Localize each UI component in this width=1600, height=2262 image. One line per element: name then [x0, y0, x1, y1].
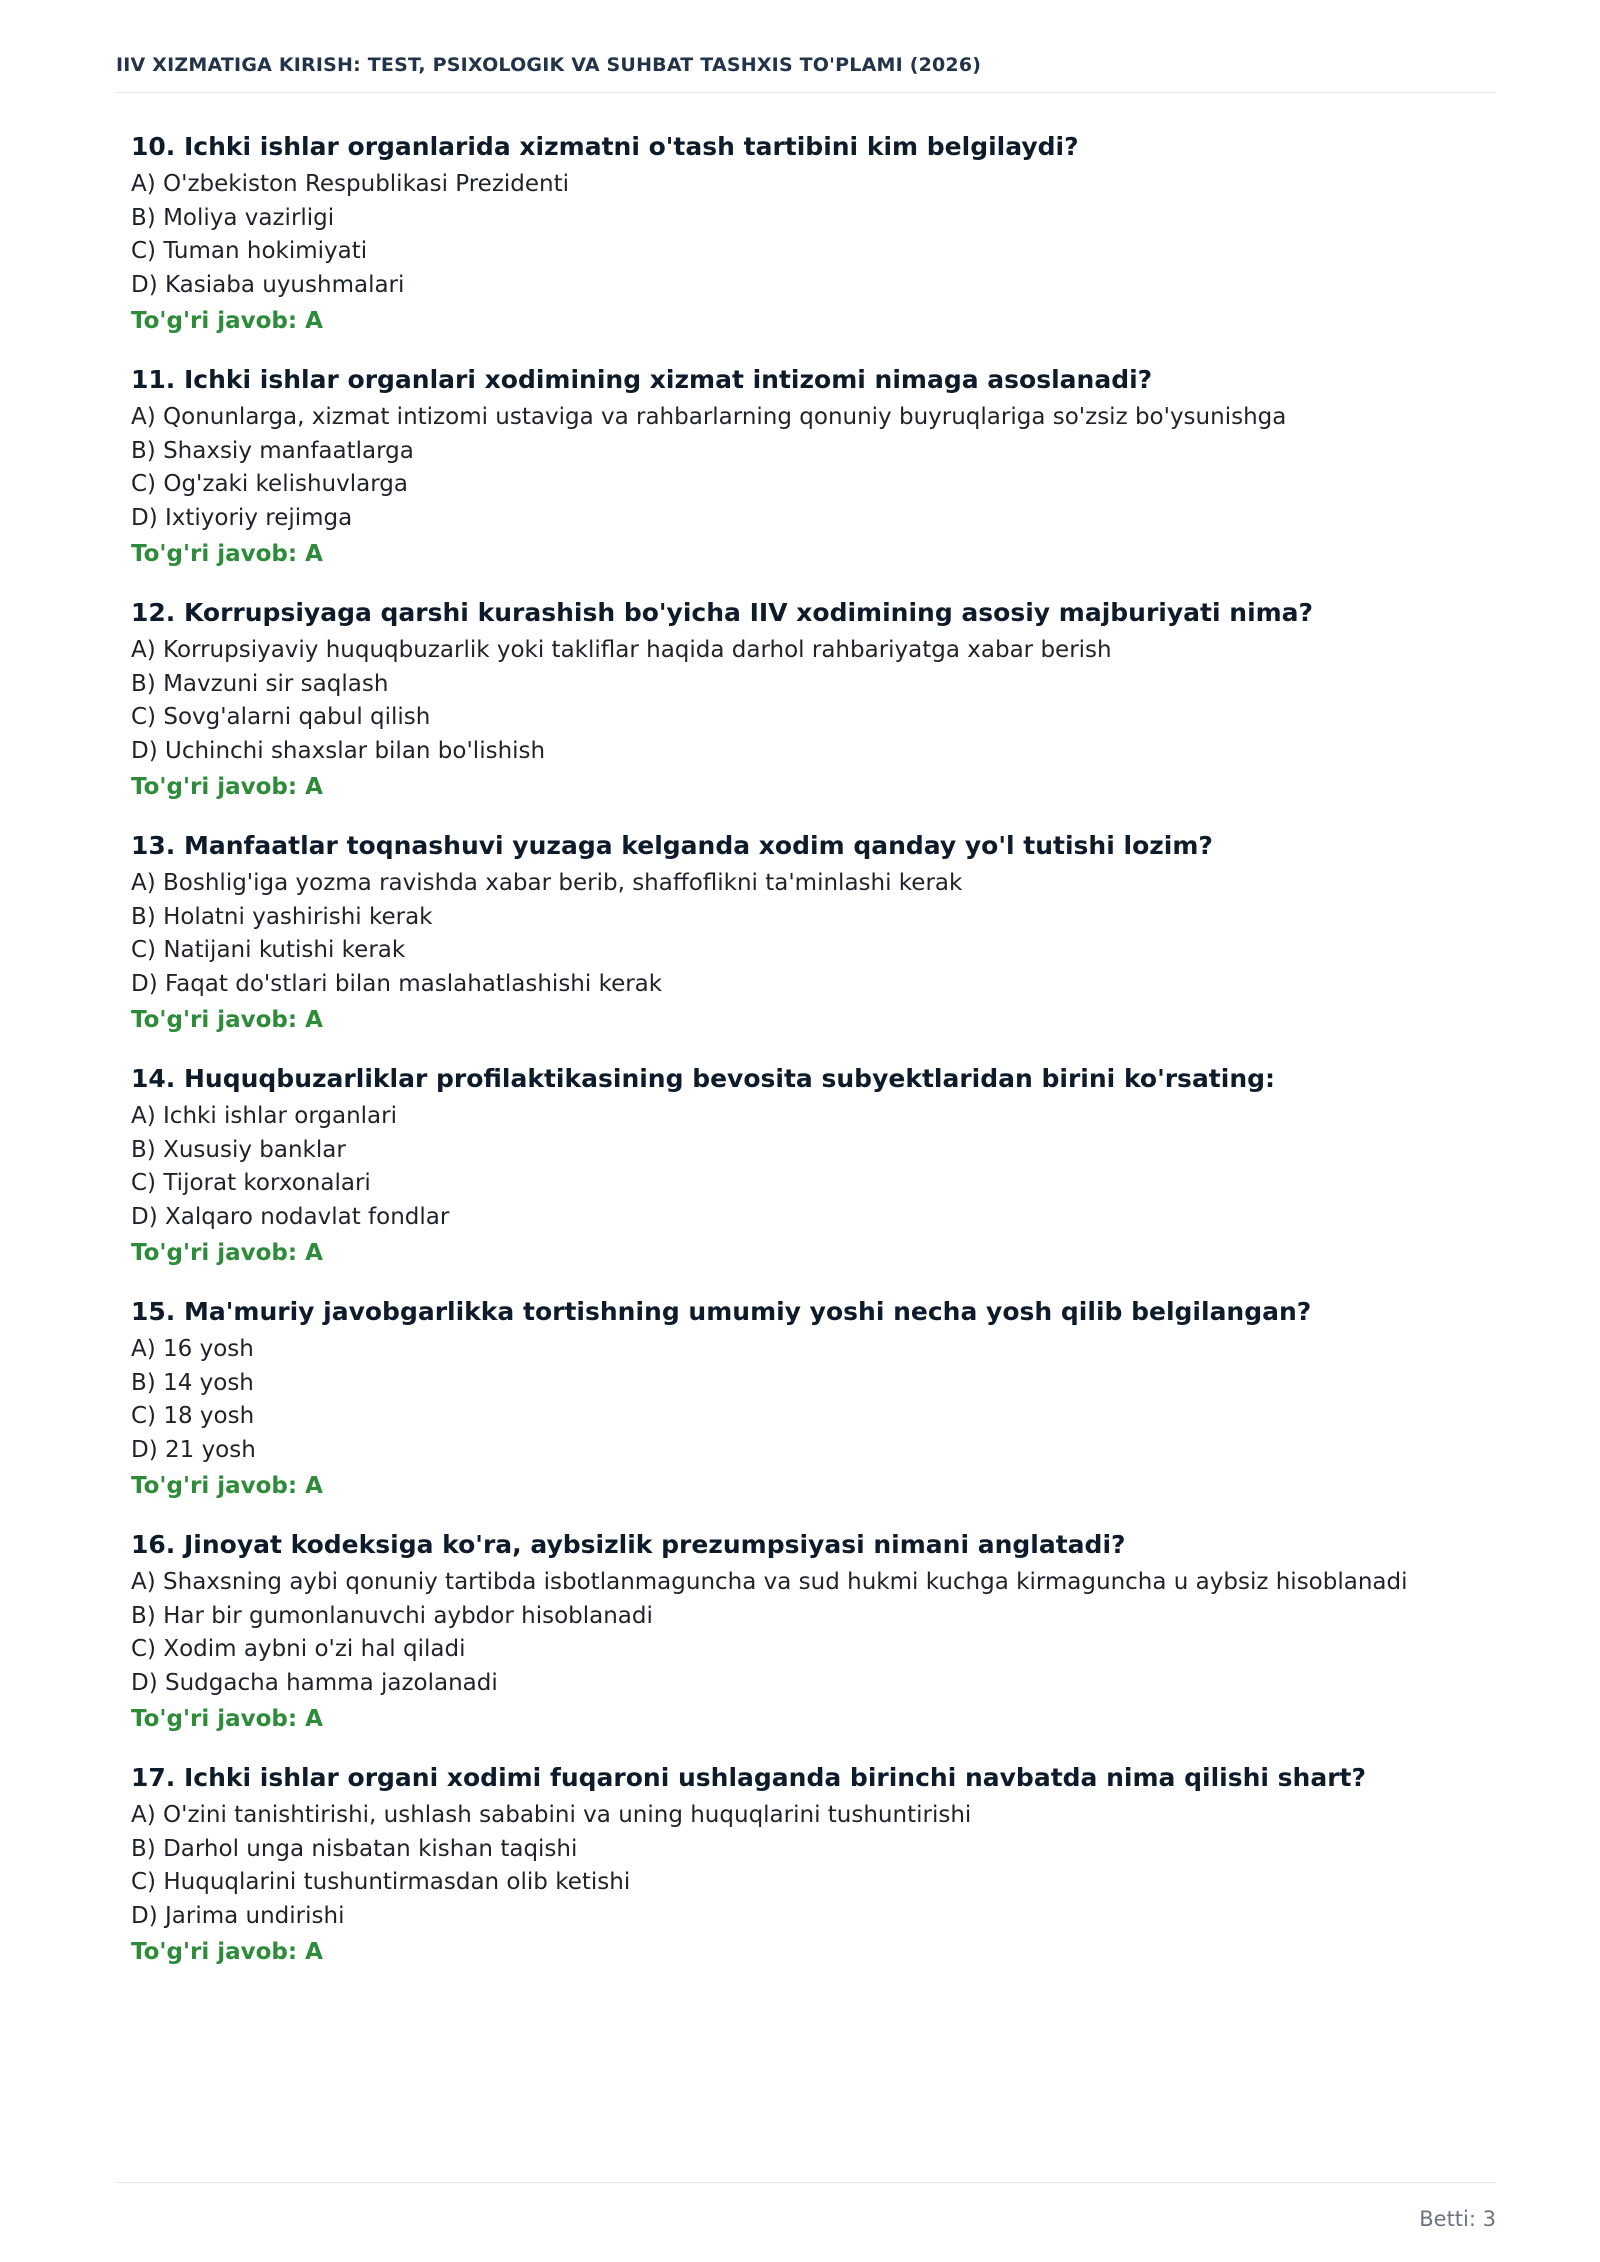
- option-a: A) 16 yosh: [131, 1336, 254, 1362]
- question-title: 16. Jinoyat kodeksiga ko'ra, aybsizlik prezumpsiyasi nimani anglatadi?: [131, 1530, 1126, 1559]
- option-d: D) 21 yosh: [131, 1436, 256, 1463]
- option-d: D) Uchinchi shaxslar bilan bo'lishish: [131, 737, 546, 764]
- option-c: C) Natijani kutishi kerak: [131, 937, 406, 963]
- question-title: 13. Manfaatlar toqnashuvi yuzaga kelganda xodim qanday yo'l tutishi lozim?: [131, 831, 1213, 860]
- correct-answer: To'g'ri javob: A: [131, 1007, 323, 1033]
- option-a: A) Ichki ishlar organlari: [131, 1103, 397, 1129]
- option-d: D) Sudgacha hamma jazolanadi: [131, 1669, 498, 1696]
- option-b: B) Xususiy banklar: [131, 1136, 346, 1163]
- option-d: D) Jarima undirishi: [131, 1902, 345, 1929]
- correct-answer: To'g'ri javob: A: [131, 308, 323, 334]
- option-c: C) 18 yosh: [131, 1403, 255, 1429]
- question-title: 12. Korrupsiyaga qarshi kurashish bo'yicha IIV xodimining asosiy majburiyati nima?: [131, 598, 1314, 627]
- question-block: [131, 594, 1501, 827]
- question-block: [131, 361, 1501, 594]
- option-d: D) Faqat do'stlari bilan maslahatlashishi kerak: [131, 970, 663, 997]
- option-d: D) Kasiaba uyushmalari: [131, 271, 405, 298]
- option-a: A) Qonunlarga, xizmat intizomi ustaviga va rahbarlarning qonuniy buyruqlariga so'zsiz bo'ysunishga: [131, 404, 1287, 430]
- question-title: 15. Ma'muriy javobgarlikka tortishning umumiy yoshi necha yosh qilib belgilangan?: [131, 1297, 1312, 1326]
- page-footer: [116, 2182, 1496, 2231]
- option-a: A) O'zbekiston Respublikasi Prezidenti: [131, 171, 570, 197]
- option-b: B) Holatni yashirishi kerak: [131, 903, 433, 930]
- option-d: D) Ixtiyoriy rejimga: [131, 504, 353, 531]
- question-title: 10. Ichki ishlar organlarida xizmatni o'tash tartibini kim belgilaydi?: [131, 132, 1079, 161]
- correct-answer: To'g'ri javob: A: [131, 1473, 323, 1499]
- option-b: B) Har bir gumonlanuvchi aybdor hisoblanadi: [131, 1602, 653, 1629]
- option-d: D) Xalqaro nodavlat fondlar: [131, 1203, 450, 1230]
- option-b: B) Shaxsiy manfaatlarga: [131, 437, 414, 464]
- option-b: B) 14 yosh: [131, 1369, 254, 1396]
- question-title: 17. Ichki ishlar organi xodimi fuqaroni ushlaganda birinchi navbatda nima qilishi shart?: [131, 1763, 1366, 1792]
- question-block: [131, 1759, 1501, 1992]
- option-c: C) Tuman hokimiyati: [131, 238, 368, 264]
- question-block: [131, 1060, 1501, 1293]
- option-b: B) Mavzuni sir saqlash: [131, 670, 389, 697]
- option-a: A) Boshlig'iga yozma ravishda xabar berib, shaffoflikni ta'minlashi kerak: [131, 870, 963, 896]
- correct-answer: To'g'ri javob: A: [131, 1240, 323, 1266]
- option-b: B) Moliya vazirligi: [131, 204, 335, 231]
- option-c: C) Xodim aybni o'zi hal qiladi: [131, 1636, 466, 1662]
- question-block: [131, 1293, 1501, 1526]
- option-c: C) Tijorat korxonalari: [131, 1170, 371, 1196]
- option-c: C) Og'zaki kelishuvlarga: [131, 471, 408, 497]
- correct-answer: To'g'ri javob: A: [131, 1706, 323, 1732]
- question-title: 14. Huquqbuzarliklar profilaktikasining bevosita subyektlaridan birini ko'rsating:: [131, 1064, 1276, 1093]
- option-c: C) Huquqlarini tushuntirmasdan olib ketishi: [131, 1869, 631, 1895]
- document-title: IIV XIZMATIGA KIRISH: TEST, PSIXOLOGIK VA SUHBAT TASHXIS TO'PLAMI (2026): [116, 54, 982, 76]
- question-list: [131, 128, 1501, 1992]
- question-block: [131, 1526, 1501, 1759]
- page-number: Betti: 3: [1419, 2207, 1496, 2231]
- option-c: C) Sovg'alarni qabul qilish: [131, 704, 431, 730]
- option-a: A) Korrupsiyaviy huquqbuzarlik yoki takliflar haqida darhol rahbariyatga xabar berish: [131, 637, 1112, 663]
- question-block: [131, 827, 1501, 1060]
- question-block: [131, 128, 1501, 361]
- correct-answer: To'g'ri javob: A: [131, 541, 323, 567]
- question-title: 11. Ichki ishlar organlari xodimining xizmat intizomi nimaga asoslanadi?: [131, 365, 1153, 394]
- option-a: A) O'zini tanishtirishi, ushlash sababini va uning huquqlarini tushuntirishi: [131, 1802, 972, 1828]
- correct-answer: To'g'ri javob: A: [131, 1939, 323, 1965]
- page-header: [116, 54, 1496, 93]
- correct-answer: To'g'ri javob: A: [131, 774, 323, 800]
- option-a: A) Shaxsning aybi qonuniy tartibda isbotlanmaguncha va sud hukmi kuchga kirmaguncha u aybsiz hisoblanadi: [131, 1569, 1408, 1595]
- option-b: B) Darhol unga nisbatan kishan taqishi: [131, 1835, 578, 1862]
